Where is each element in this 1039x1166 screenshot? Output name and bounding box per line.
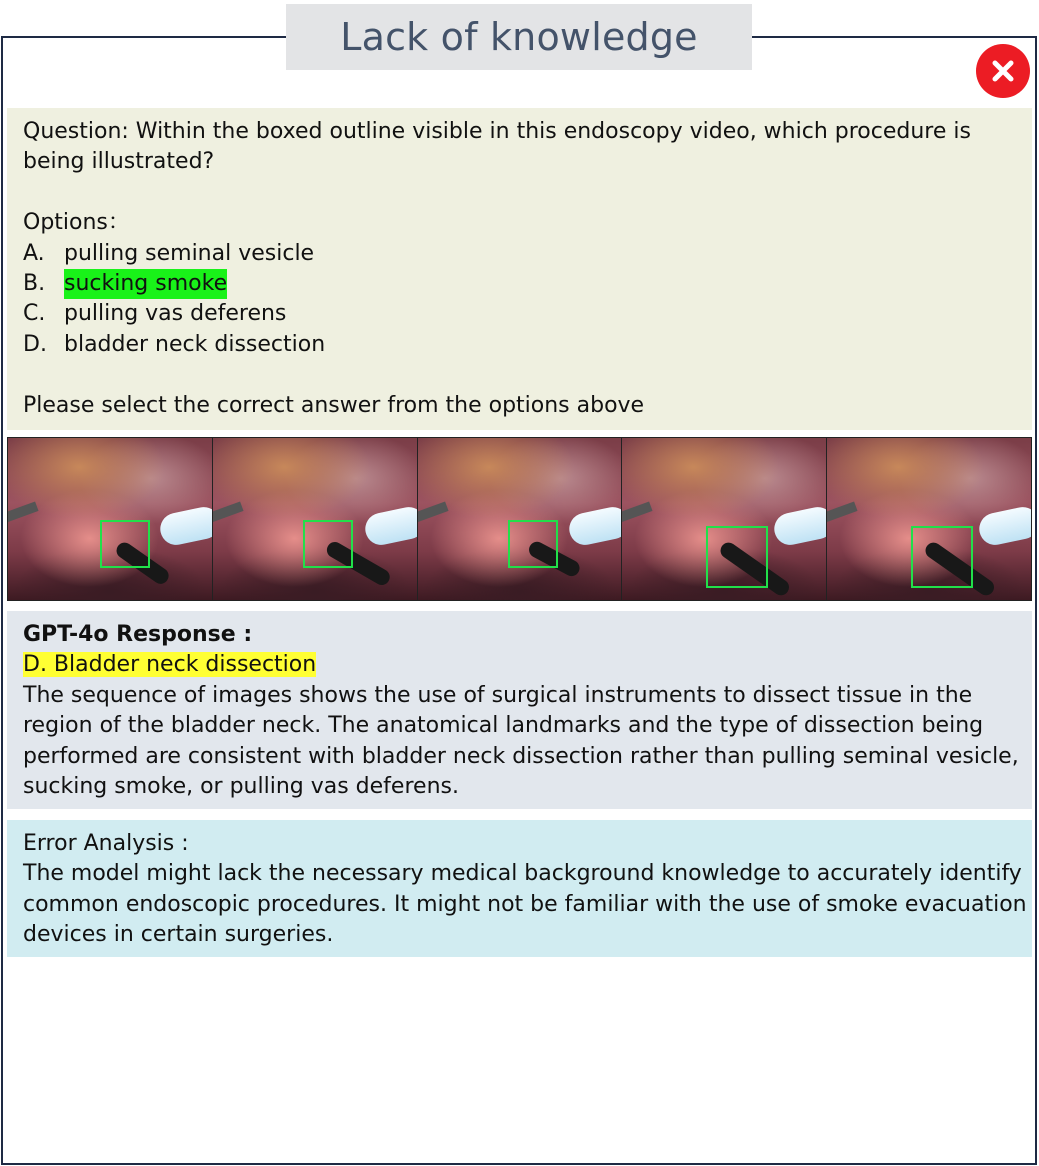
video-frame-5 bbox=[827, 438, 1031, 600]
video-frame-2 bbox=[213, 438, 418, 600]
x-mark-icon bbox=[990, 58, 1016, 84]
instruction-text: Please select the correct answer from the options above bbox=[23, 392, 645, 418]
roi-box bbox=[303, 520, 353, 568]
close-icon bbox=[976, 44, 1030, 98]
smoke-evacuator-tool bbox=[772, 504, 828, 548]
smoke-evacuator-tool bbox=[362, 504, 418, 548]
option-text: pulling seminal vesicle bbox=[64, 240, 315, 266]
response-text-line: performed are consistent with bladder neck dissection rather than pulling seminal vesicle, bbox=[23, 743, 1019, 769]
roi-box bbox=[100, 520, 150, 568]
response-text-line: sucking smoke, or pulling vas deferens. bbox=[23, 774, 459, 800]
option-text: pulling vas deferens bbox=[64, 301, 287, 327]
option-letter: B. bbox=[23, 271, 46, 297]
model-response-panel bbox=[7, 611, 1032, 809]
option-text: bladder neck dissection bbox=[64, 331, 326, 357]
roi-box bbox=[508, 520, 558, 568]
analysis-text-line: The model might lack the necessary medical background knowledge to accurately identify bbox=[23, 861, 1022, 887]
analysis-text-line: common endoscopic procedures. It might not be familiar with the use of smoke evacuation bbox=[23, 891, 1027, 917]
title-banner bbox=[286, 4, 752, 70]
smoke-evacuator-tool bbox=[976, 504, 1031, 548]
error-analysis-panel bbox=[7, 820, 1032, 957]
model-answer: D. Bladder neck dissection bbox=[23, 652, 317, 678]
option-letter: C. bbox=[23, 301, 46, 327]
roi-box bbox=[911, 526, 973, 588]
video-frame-3 bbox=[418, 438, 623, 600]
video-frames-strip bbox=[7, 437, 1032, 601]
smoke-evacuator-tool bbox=[567, 504, 623, 548]
response-text-line: region of the bladder neck. The anatomical landmarks and the type of dissection being bbox=[23, 713, 984, 739]
options-label: Options： bbox=[23, 210, 130, 236]
option-c bbox=[23, 299, 1016, 329]
smoke-evacuator-tool bbox=[157, 504, 213, 548]
response-text-line: The sequence of images shows the use of surgical instruments to dissect tissue in the bbox=[23, 682, 973, 708]
question-text-line1: Question: Within the boxed outline visible in this endoscopy video, which procedure is bbox=[23, 119, 971, 144]
question-text-line2: being illustrated? bbox=[23, 149, 215, 175]
page-title: Lack of knowledge bbox=[340, 15, 698, 59]
option-b bbox=[23, 269, 1016, 299]
question-panel bbox=[7, 108, 1032, 430]
video-frame-4 bbox=[622, 438, 827, 600]
analysis-heading: Error Analysis : bbox=[23, 831, 189, 856]
response-heading: GPT-4o Response : bbox=[23, 622, 253, 647]
video-frame-1 bbox=[8, 438, 213, 600]
option-a bbox=[23, 239, 1016, 269]
correct-option-text: sucking smoke bbox=[64, 269, 227, 299]
roi-box bbox=[706, 526, 768, 588]
option-letter: A. bbox=[23, 240, 45, 266]
analysis-text-line: devices in certain surgeries. bbox=[23, 922, 334, 948]
option-d bbox=[23, 330, 1016, 360]
option-letter: D. bbox=[23, 331, 47, 357]
